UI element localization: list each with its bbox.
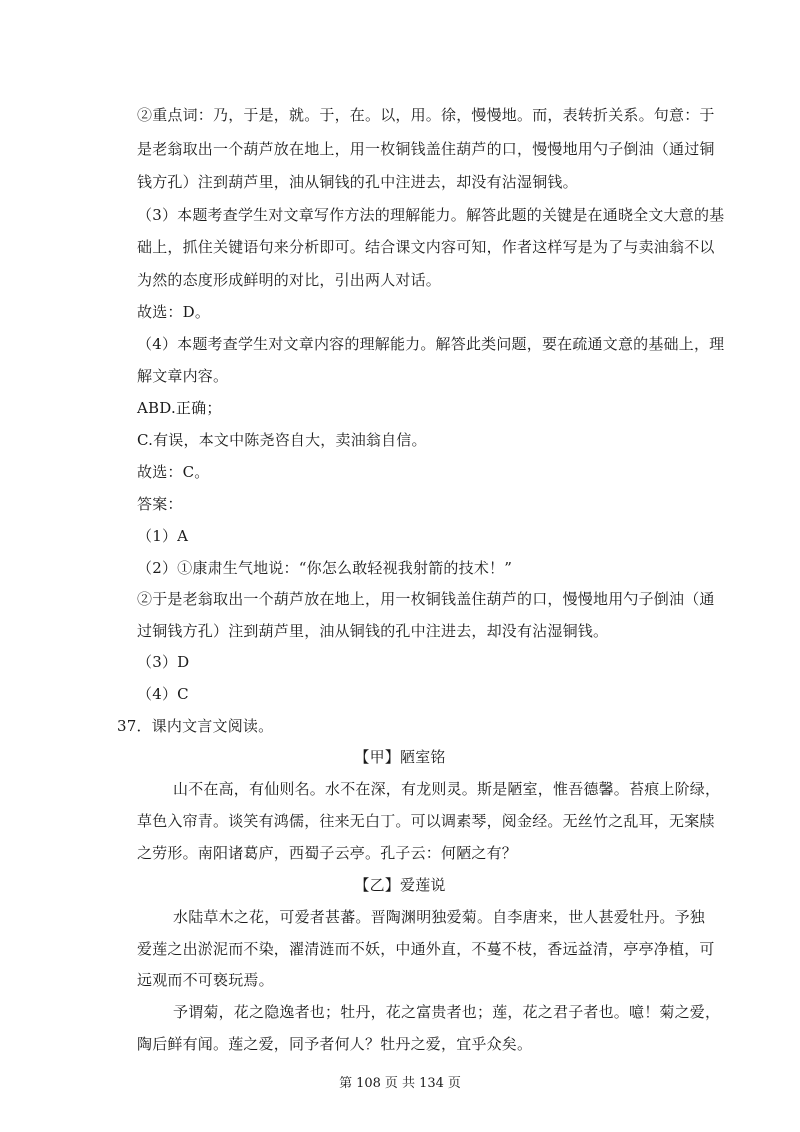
total-pages: 134 (419, 1076, 444, 1091)
page-footer (0, 1075, 800, 1093)
text-line: 之劳形。南阳诸葛庐，西蜀子云亭。孔子云：何陋之有？ (137, 844, 518, 862)
footer-prefix: 第 (339, 1076, 353, 1091)
footer-suffix: 页 (447, 1076, 461, 1091)
text-line: （3）本题考查学生对文章写作方法的理解能力。解答此题的关键是在通晓全文大意的基 (137, 206, 725, 224)
text-line: 是老翁取出一个葫芦放在地上，用一枚铜钱盖住葫芦的口，慢慢地用勺子倒油（通过铜 (137, 140, 715, 158)
text-line: 解文章内容。 (137, 367, 229, 385)
text-line: ②重点词：乃，于是，就。于，在。以，用。徐，慢慢地。而，表转折关系。句意：于 (137, 106, 715, 124)
text-line: 远观而不可亵玩焉。 (137, 971, 274, 989)
text-line: 过铜钱方孔）注到葫芦里，油从铜钱的孔中注进去，却没有沾湿铜钱。 (137, 622, 609, 640)
text-line: 山不在高，有仙则名。水不在深，有龙则灵。斯是陋室，惟吾德馨。苔痕上阶绿， (173, 780, 721, 798)
text-line: （1）A (137, 527, 189, 545)
text-line: 故选：C。 (137, 463, 210, 481)
question-heading: 37．课内文言文阅读。 (117, 717, 274, 735)
text-line: 础上，抓住关键语句来分析即可。结合课文内容可知，作者这样写是为了与卖油翁不以 (137, 238, 715, 256)
text-line: 钱方孔）注到葫芦里，油从铜钱的孔中注进去，却没有沾湿铜钱。 (137, 173, 578, 191)
text-line: 爱莲之出淤泥而不染，濯清涟而不妖，中通外直，不蔓不枝，香远益清，亭亭净植，可 (137, 940, 715, 958)
footer-mid: 页 共 (384, 1076, 416, 1091)
text-line: 为然的态度形成鲜明的对比，引出两人对话。 (137, 271, 442, 289)
text-line: ABD.正确； (137, 399, 222, 417)
text-line: 陶后鲜有闻。莲之爱，同予者何人？牡丹之爱，宜乎众矣。 (137, 1035, 533, 1053)
text-line: 答案： (137, 495, 183, 513)
section-title: 【乙】爱莲说 (354, 876, 446, 894)
text-line: 草色入帘青。谈笑有鸿儒，往来无白丁。可以调素琴，阅金经。无丝竹之乱耳，无案牍 (137, 812, 715, 830)
text-line: ②于是老翁取出一个葫芦放在地上，用一枚铜钱盖住葫芦的口，慢慢地用勺子倒油（通 (137, 590, 715, 608)
page-number: 108 (356, 1076, 381, 1091)
text-line: 水陆草木之花，可爱者甚蕃。晋陶渊明独爱菊。自李唐来，世人甚爱牡丹。予独 (173, 908, 706, 926)
section-title: 【甲】陋室铭 (354, 748, 446, 766)
text-line: （2）①康肃生气地说：“你怎么敢轻视我射箭的技术！” (137, 559, 513, 577)
text-line: （4）本题考查学生对文章内容的理解能力。解答此类问题，要在疏通文意的基础上，理 (137, 335, 725, 353)
text-line: （4）C (137, 685, 189, 703)
text-line: 故选：D。 (137, 303, 211, 321)
text-line: （3）D (137, 653, 190, 671)
text-line: 予谓菊，花之隐逸者也；牡丹，花之富贵者也；莲，花之君子者也。噫！菊之爱， (173, 1003, 721, 1021)
text-line: C.有误，本文中陈尧咨自大，卖油翁自信。 (137, 431, 427, 449)
